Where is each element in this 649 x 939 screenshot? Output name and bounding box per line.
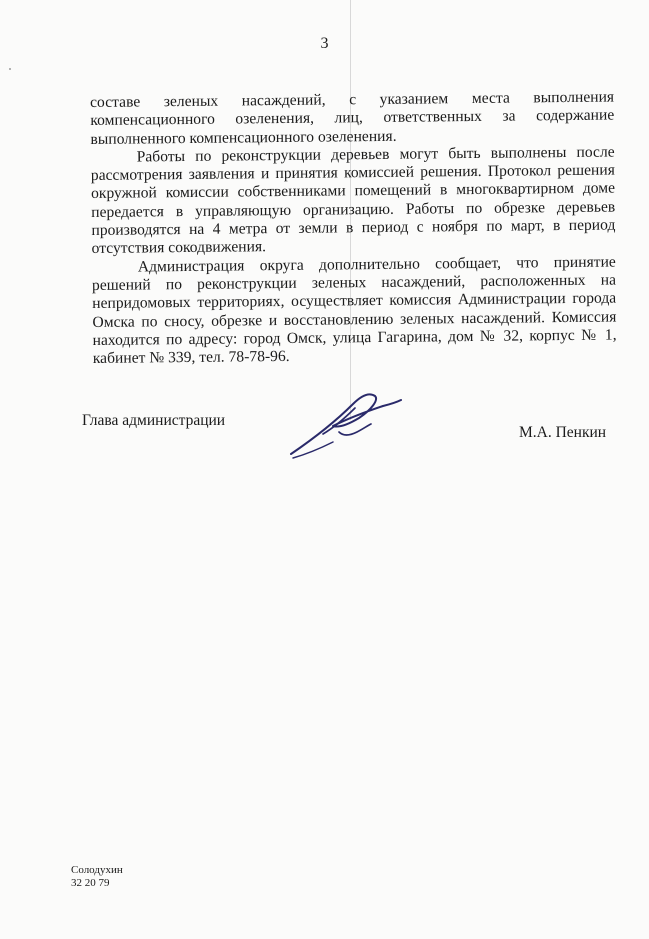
executor-phone: 32 20 79 (71, 877, 110, 889)
page-number: 3 (320, 35, 329, 52)
paragraph-commission-info: Администрация округа дополнительно сообщает, что принятие решений по реконструкции зеленых насаждений, расположенных на непридомовых территориях, осуществляет комиссия Администрации города Омска по сносу, обрезке и восстановлению зеленых насаждений. Комиссия находится по адресу: город Омск, улица Гагарина, дом № 32, корпус № 1, кабинет № 339, тел. 78-78-96. (91, 253, 617, 368)
scan-speck (9, 68, 11, 70)
signatory-title: Глава администрации (82, 412, 226, 429)
paragraph-tree-works: Работы по реконструкции деревьев могут быть выполнены после рассмотрения заявления и принятия комиссией решения. Протокол решения окружной комиссии собственниками помещений в многоквартирном доме передается в управляющую организацию. Работы по обрезке деревьев производятся на 4 метра от земли в период с ноября по март, в период отсутствия сокодвижения. (90, 143, 616, 258)
letter-body (90, 89, 617, 369)
executor-name: Солодухин (71, 864, 123, 876)
paragraph-continuation: составе зеленых насаждений, с указанием места выполнения компенсационного озеленения, лиц, ответственных за содержание выполненного компенсационного озеленения. (90, 88, 615, 148)
executor-block (71, 864, 123, 890)
signatory-name: М.А. Пенкин (519, 424, 607, 441)
handwritten-signature (283, 384, 413, 464)
